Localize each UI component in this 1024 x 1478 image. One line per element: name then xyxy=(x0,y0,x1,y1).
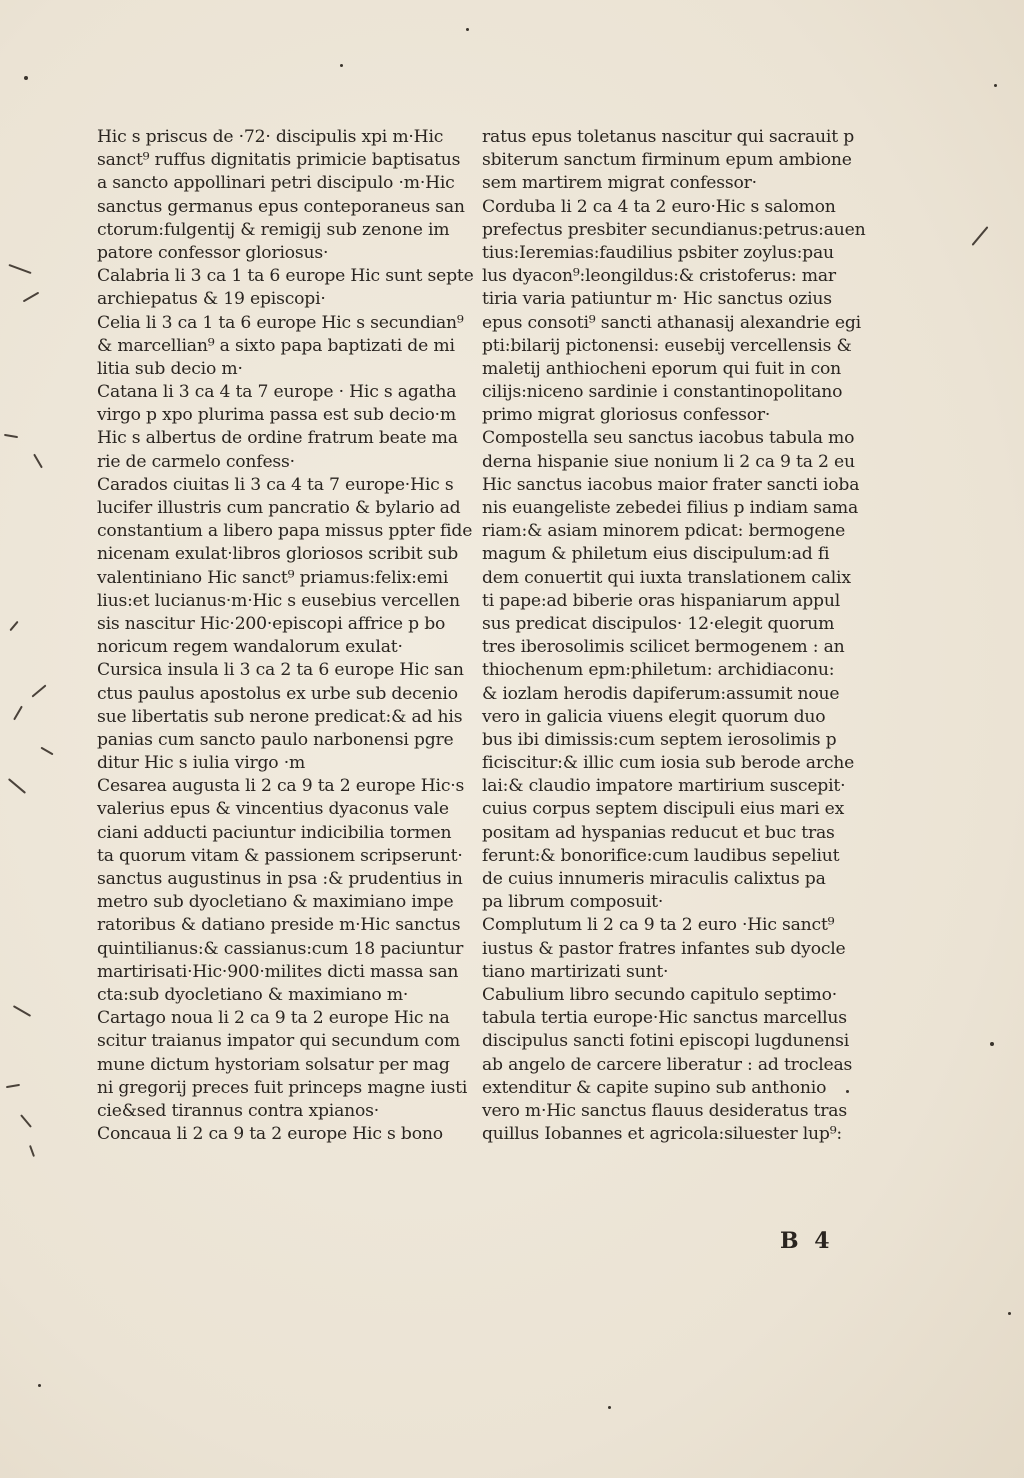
text-line: de cuius innumeris miraculis calixtus pa xyxy=(482,869,826,889)
text-line: Cursica insula li 3 ca 2 ta 6 europe Hic san xyxy=(97,660,464,681)
text-line: derna hispanie siue nonium li 2 ca 9 ta 2 eu xyxy=(482,451,855,472)
text-line: a sancto appollinari petri discipulo ·m·Hic xyxy=(97,173,455,194)
text-line: sanct⁹ ruffus dignitatis primicie baptisatus xyxy=(97,150,461,171)
text-line: ta quorum vitam & passionem scripserunt· xyxy=(97,845,463,866)
text-line: Cartago noua li 2 ca 9 ta 2 europe Hic na xyxy=(97,1008,450,1029)
text-line: valentiniano Hic sanct⁹ priamus:felix:emi xyxy=(97,567,449,588)
text-line: riam:& asiam minorem pdicat: bermogene xyxy=(482,521,846,542)
text-line: Calabria li 3 ca 1 ta 6 europe Hic sunt septe xyxy=(97,266,474,287)
text-line: Hic sanctus iacobus maior frater sancti ioba xyxy=(482,474,860,495)
text-line: tiano martirizati sunt· xyxy=(482,961,669,982)
text-line: cta:sub dyocletiano & maximiano m· xyxy=(97,984,409,1005)
text-line: patore confessor gloriosus· xyxy=(97,242,329,263)
text-line: lai:& claudio impatore martirium suscepit· xyxy=(482,776,846,797)
text-line: epus consoti⁹ sancti athanasij alexandrie egi xyxy=(482,312,861,333)
text-line: sanctus germanus epus conteporaneus san xyxy=(97,196,465,217)
text-line: ratus epus toletanus nascitur qui sacrauit p xyxy=(482,127,854,147)
text-line: extenditur & capite supino sub anthonio xyxy=(482,1077,827,1098)
text-line: Complutum li 2 ca 9 ta 2 euro ·Hic sanct⁹ xyxy=(482,915,835,936)
text-line: litia sub decio m· xyxy=(97,358,243,379)
text-line: sus predicat discipulos· 12·elegit quorum xyxy=(482,613,835,634)
text-line: Hic s albertus de ordine fratrum beate ma xyxy=(97,428,458,449)
text-line: vero in galicia viuens elegit quorum duo xyxy=(482,706,826,727)
text-line: Carados ciuitas li 3 ca 4 ta 7 europe·Hic s xyxy=(97,474,454,495)
text-line: pti:bilarij pictonensi: eusebij vercellensis & xyxy=(482,335,852,356)
text-line: dem conuertit qui iuxta translationem calix xyxy=(482,567,851,588)
text-line: tabula tertia europe·Hic sanctus marcellus xyxy=(482,1008,847,1029)
text-line: Cesarea augusta li 2 ca 9 ta 2 europe Hic·s xyxy=(97,776,465,797)
text-line: cuius corpus septem discipuli eius mari ex xyxy=(482,799,845,820)
text-line: magum & philetum eius discipulum:ad fi xyxy=(482,544,830,565)
text-line: Concaua li 2 ca 9 ta 2 europe Hic s bono xyxy=(97,1124,443,1145)
text-line: ab angelo de carcere liberatur : ad trocleas xyxy=(482,1054,853,1075)
text-line: thiochenum epm:philetum: archidiaconu: xyxy=(482,660,835,681)
text-line: rie de carmelo confess· xyxy=(97,451,295,472)
text-line: nicenam exulat·libros gloriosos scribit sub xyxy=(97,544,459,565)
text-line: prefectus presbiter secundianus:petrus:auen xyxy=(482,219,866,240)
text-line: virgo p xpo plurima passa est sub decio·m xyxy=(97,405,457,426)
text-line: sue libertatis sub nerone predicat:& ad his xyxy=(97,706,463,727)
text-line: iustus & pastor fratres infantes sub dyocle xyxy=(482,938,846,959)
text-line: tiria varia patiuntur m· Hic sanctus ozius xyxy=(482,289,832,310)
text-line: tres iberosolimis scilicet bermogenem : an xyxy=(482,637,845,658)
text-line: ratoribus & datiano preside m·Hic sanctus xyxy=(97,915,461,936)
text-line: ficiscitur:& illic cum iosia sub berode arche xyxy=(482,753,855,774)
text-line: ti pape:ad biberie oras hispaniarum appul xyxy=(482,590,841,611)
text-line: sanctus augustinus in psa :& prudentius in xyxy=(97,869,463,889)
text-line: discipulus sancti fotini episcopi lugdunensi xyxy=(482,1031,850,1052)
text-line: Catana li 3 ca 4 ta 7 europe · Hic s agatha xyxy=(97,382,457,403)
text-line: maletij anthiocheni eporum qui fuit in con xyxy=(482,358,842,379)
text-line: martirisati·Hic·900·milites dicti massa san xyxy=(97,961,459,982)
text-line: sbiterum sanctum firminum epum ambione xyxy=(482,150,852,171)
text-line: ni gregorij preces fuit princeps magne iusti xyxy=(97,1077,468,1098)
text-line: metro sub dyocletiano & maximiano impe xyxy=(97,892,454,913)
text-line: Hic s priscus de ·72· discipulis xpi m·Hic xyxy=(97,127,444,147)
text-line: ctus paulus apostolus ex urbe sub decenio xyxy=(97,683,458,704)
text-line: cie&sed tirannus contra xpianos· xyxy=(97,1100,380,1121)
text-line: nis euangeliste zebedei filius p indiam sama xyxy=(482,498,859,518)
text-line: mune dictum hystoriam solsatur per mag xyxy=(97,1054,450,1075)
text-line: sem martirem migrat confessor· xyxy=(482,173,757,194)
text-line: panias cum sancto paulo narbonensi pgre xyxy=(97,729,454,750)
text-line: archiepatus & 19 episcopi· xyxy=(97,289,326,310)
text-line: vero m·Hic sanctus flauus desideratus tras xyxy=(482,1100,847,1121)
text-line: quintilianus:& cassianus:cum 18 paciuntur xyxy=(97,938,464,959)
signature-mark: B 4 xyxy=(780,1228,834,1254)
text-line: scitur traianus impator qui secundum com xyxy=(97,1031,461,1052)
text-line: lus dyacon⁹:leongildus:& cristoferus: mar xyxy=(482,266,836,287)
text-line: constantium a libero papa missus ppter fide xyxy=(97,521,473,542)
text-line: & iozlam herodis dapiferum:assumit noue xyxy=(482,683,840,704)
text-line: ferunt:& bonorifice:cum laudibus sepeliut xyxy=(482,845,840,866)
text-line: Corduba li 2 ca 4 ta 2 euro·Hic s salomon xyxy=(482,196,836,217)
text-line: lucifer illustris cum pancratio & bylario ad xyxy=(97,498,461,518)
text-line: positam ad hyspanias reducut et buc tras xyxy=(482,822,835,843)
text-line: Compostella seu sanctus iacobus tabula mo xyxy=(482,428,855,449)
text-line: noricum regem wandalorum exulat· xyxy=(97,637,403,658)
text-line: bus ibi dimissis:cum septem ierosolimis p xyxy=(482,729,837,750)
text-line: valerius epus & vincentius dyaconus vale xyxy=(97,799,449,820)
text-line: primo migrat gloriosus confessor· xyxy=(482,405,771,426)
text-line: quillus Iobannes et agricola:siluester lup⁹: xyxy=(482,1124,842,1145)
text-line: ciani adducti paciuntur indicibilia tormen xyxy=(97,822,452,843)
text-line: Cabulium libro secundo capitulo septimo· xyxy=(482,984,838,1005)
text-line: ctorum:fulgentij & remigij sub zenone im xyxy=(97,219,450,240)
text-line: pa librum composuit· xyxy=(482,892,664,913)
text-line: ditur Hic s iulia virgo ·m xyxy=(97,753,306,774)
text-line: cilijs:niceno sardinie i constantinopolitano xyxy=(482,382,843,403)
left-text-column xyxy=(97,126,474,1146)
text-line: Celia li 3 ca 1 ta 6 europe Hic s secundian⁹ xyxy=(97,312,464,333)
right-text-column xyxy=(482,126,866,1146)
text-line: tius:Ieremias:faudilius psbiter zoylus:pau xyxy=(482,242,834,263)
text-line: & marcellian⁹ a sixto papa baptizati de mi xyxy=(97,335,455,356)
text-line: lius:et lucianus·m·Hic s eusebius vercellen xyxy=(97,590,460,611)
text-line: sis nascitur Hic·200·episcopi affrice p bo xyxy=(97,613,446,634)
